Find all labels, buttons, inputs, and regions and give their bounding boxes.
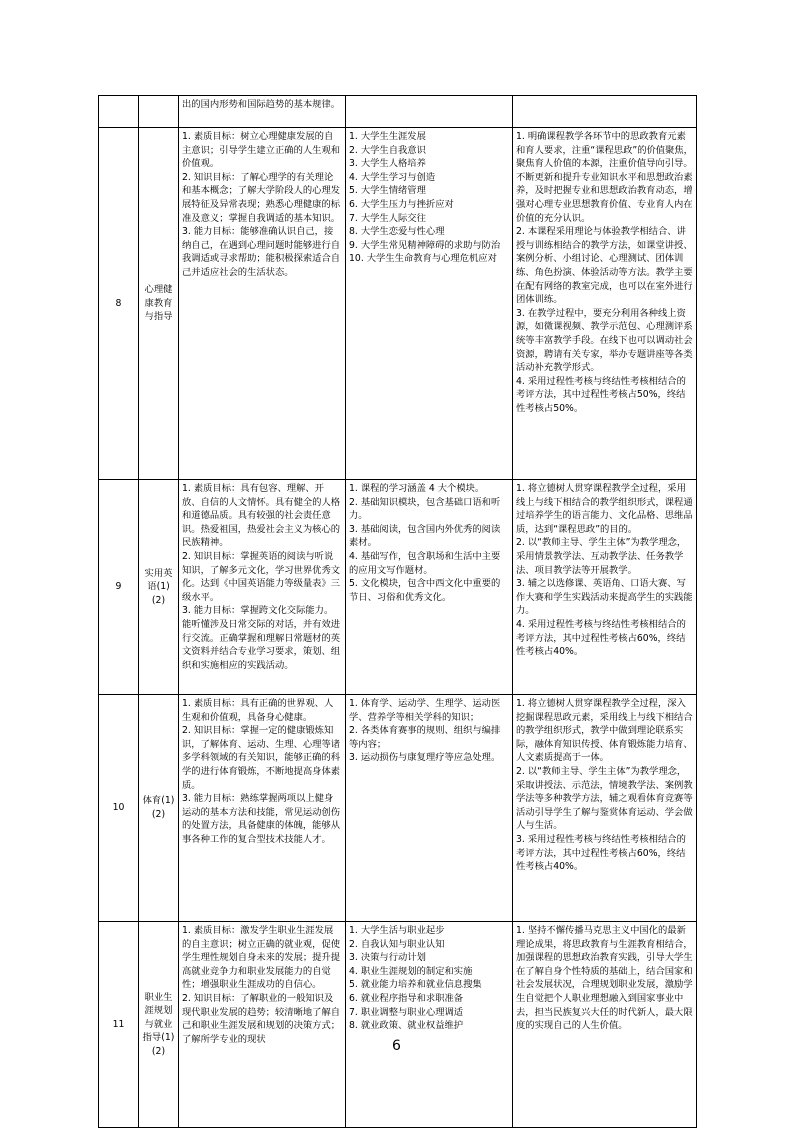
- course-requirements-item: 1. 将立德树人贯穿课程教学全过程，采用线上与线下相结合的教学组织形式，课程通过培养学生的语言能力、文化品格、思维品质，达到“课程思政”的目的。: [516, 483, 693, 535]
- course-content-item: 1. 体育学、运动学、生理学、运动医学、营养学等相关学科的知识；: [349, 698, 501, 723]
- row-number: [99, 96, 139, 128]
- course-requirements-item: 2. 以“教师主导、学生主体”为教学理念，采取讲授法、示范法，情境教学法、案例教学法等多种教学方法，辅之观看体育竞赛等活动引导学生了解与鉴赏体育运动、学会做人与生活。: [516, 765, 693, 832]
- course-requirements-item: 4. 采用过程性考核与终结性考核相结合的考评方法，其中过程性考核占60%，终结性考核占40%。: [516, 618, 686, 658]
- course-requirements-item: 4. 采用过程性考核与终结性考核相结合的考评方法，其中过程性考核占50%，终结性考核占50%。: [516, 375, 686, 414]
- course-content-item: 2. 大学生自我意识: [349, 144, 426, 156]
- course-content-item: 1. 大学生活与职业起步: [349, 925, 445, 936]
- course-requirements-item: 2. 以“教师主导、学生主体”为教学理念，采用情景教学法、互动教学法、任务教学法、项目教学法等开展教学。: [516, 537, 687, 576]
- row-number: 9: [99, 480, 139, 695]
- course-requirements-cell: [513, 96, 697, 128]
- course-goals-cell: [179, 922, 346, 1128]
- course-content-item: 8. 就业政策、就业权益维护: [349, 1020, 464, 1032]
- course-goals-cell: [179, 128, 346, 480]
- course-content-item: 5. 就业能力培养和就业信息搜集: [349, 979, 482, 991]
- course-requirements-cell: [513, 128, 697, 480]
- row-number: 11: [99, 922, 139, 1128]
- course-content-item: 6. 就业程序指导和求职准备: [349, 992, 464, 1004]
- course-content-item: 3. 决策与行动计划: [349, 952, 426, 964]
- course-goals-item: 1. 素质目标：树立心理健康发展的自主意识；引导学生建立正确的人生观和价值观。: [182, 131, 341, 170]
- course-content-item: 2. 各类体育赛事的规则、组织与编排等内容；: [349, 725, 501, 750]
- course-goals-item: 2. 知识目标：了解职业的一般知识及现代职业发展的趋势；较清晰地了解自己和职业生涯发展和规划的决策方式；了解所学专业的现状: [182, 992, 341, 1045]
- course-goals-item: 1. 素质目标：具有正确的世界观、人生观和价值观，具备身心健康。: [182, 698, 334, 723]
- course-content-item: 10. 大学生生命教育与心理危机应对: [349, 253, 497, 265]
- course-name: 实用英语(1)(2): [139, 480, 179, 695]
- course-requirements-cell: [513, 480, 697, 695]
- course-goals-item: 1. 素质目标：激发学生职业生涯发展的自主意识；树立正确的就业观，促使学生理性规划自身未来的发展；提升提高就业竞争力和职业发展能力的自觉性；增强职业生涯成功的自信心。: [182, 925, 341, 991]
- table-body: [99, 96, 697, 1128]
- table-row: [99, 128, 697, 480]
- row-number: 8: [99, 128, 139, 480]
- course-goals-item: 3. 能力目标：能够准确认识自己，接纳自己，在遇到心理问题时能够进行自我调适或寻求帮助；能积极探索适合自己并适应社会的生活状态。: [182, 226, 341, 278]
- course-requirements-item: 3. 采用过程性考核与终结性考核相结合的考评方法，其中过程性考核占60%，终结性考核占40%。: [516, 833, 686, 873]
- course-content-item: 3. 大学生人格培养: [349, 158, 426, 170]
- course-content-item: 4. 职业生涯规划的制定和实施: [349, 965, 473, 977]
- course-content-item: 7. 职业调整与职业心理调适: [349, 1006, 464, 1018]
- course-requirements-item: 1. 坚持不懈传播马克思主义中国化的最新理论成果，将思政教育与生涯教育相结合，加强课程的思想政治教育实践，引导大学生在了解自身个性特质的基础上，结合国家和社会发展状况，合理规划职业发展，激励学生自觉把个人职业理想融入到国家事业中去，担当民族复兴大任的时代新人，最大限度的实现自己的人生价值。: [516, 925, 693, 1032]
- course-content-cell: [346, 96, 513, 128]
- course-goals-item: 2. 知识目标：掌握一定的健康锻炼知识，了解体育、运动、生理、心理等诸多学科领域的有关知识，能够正确的科学的进行体育锻炼，不断地提高身体素质。: [182, 725, 341, 791]
- course-goals-item: 2. 知识目标：掌握英语的阅读与听说知识，了解多元文化，学习世界优秀文化。达到《中国英语能力等级量表》三级水平。: [182, 550, 341, 603]
- course-goals-cell: [179, 96, 346, 128]
- course-goals-item: 3. 能力目标：熟练掌握两项以上健身运动的基本方法和技能，常见运动创伤的处置方法，具备健康的体魄，能够从事各种工作的复合型技术技能人才。: [182, 793, 341, 845]
- course-requirements-item: 3. 辅之以选修课、英语角、口语大赛、写作大赛和学生实践活动来提高学生的实践能力。: [516, 578, 693, 617]
- course-name: 职业生涯规划与就业指导(1)(2): [139, 922, 179, 1128]
- course-content-cell: [346, 480, 513, 695]
- course-requirements-item: 1. 明确课程教学各环节中的思政教育元素和育人要求，注重“课程思政”的价值聚焦，聚焦育人价值的本源，注重价值导向引导。不断更新和提升专业知识水平和思想政治素养，及时把握专业和思想政治教育动态，增强对心理专业思想教育价值、专业育人内在价值的充分认识。: [516, 131, 693, 224]
- course-content-item: 3. 运动损伤与康复理疗等应急处理。: [349, 752, 501, 764]
- course-content-item: 4. 大学生学习与创造: [349, 171, 436, 183]
- course-content-item: 7. 大学生人际交往: [349, 212, 426, 224]
- course-content-item: 1. 课程的学习涵盖 4 大个模块。: [349, 483, 485, 494]
- course-goals-item: 1. 素质目标：具有包容、理解、开放、自信的人文情怀。具有健全的人格和道德品质。具有较强的社会责任意识。热爱祖国，热爱社会主义为核心的民族精神。: [182, 483, 341, 549]
- table-row: [99, 480, 697, 695]
- course-goals-item: 出的国内形势和国际趋势的基本规律。: [182, 99, 341, 110]
- course-goals-cell: [179, 480, 346, 695]
- course-content-item: 2. 自我认知与职业认知: [349, 938, 445, 950]
- course-content-item: 2. 基础知识模块，包含基础口语和听力。: [349, 496, 501, 522]
- course-content-item: 4. 基础写作，包含职场和生活中主要的应用文写作题材。: [349, 550, 501, 576]
- course-requirements-cell: [513, 695, 697, 922]
- course-goals-cell: [179, 695, 346, 922]
- row-number: 10: [99, 695, 139, 922]
- curriculum-table: [98, 95, 697, 1128]
- course-content-item: 6. 大学生压力与挫折应对: [349, 198, 454, 210]
- course-content-item: 5. 文化模块，包含中西文化中重要的节日、习俗和优秀文化。: [349, 578, 501, 603]
- course-content-item: 1. 大学生生涯发展: [349, 131, 426, 142]
- course-requirements-item: 3. 在教学过程中，要充分利用各种线上资源，如微课视频、教学示范包、心理测评系统等丰富教学手段。在线下也可以调动社会资源，聘请有关专家，举办专题讲座等各类活动补充教学形式。: [516, 307, 693, 374]
- course-content-item: 5. 大学生情绪管理: [349, 185, 426, 197]
- course-content-cell: [346, 695, 513, 922]
- course-content-item: 3. 基础阅读，包含国内外优秀的阅读素材。: [349, 523, 501, 549]
- course-content-item: 8. 大学生恋爱与性心理: [349, 226, 445, 238]
- course-requirements-item: 2. 本课程采用理论与体验教学相结合、讲授与训练相结合的教学方法，如课堂讲授、案例分析、小组讨论、心理测试、团体训练、角色扮演、体验活动等方法。教学主要在配有网络的教室完成，也可以在室外进行团体训练。: [516, 226, 693, 306]
- course-content-cell: [346, 128, 513, 480]
- course-requirements-cell: [513, 922, 697, 1128]
- course-content-cell: [346, 922, 513, 1128]
- course-name: 心理健康教育与指导: [139, 128, 179, 480]
- course-content-item: 9. 大学生常见精神障碍的求助与防治: [349, 239, 501, 251]
- course-name: 体育(1)(2): [139, 695, 179, 922]
- table-row: [99, 96, 697, 128]
- table-row: [99, 922, 697, 1128]
- table-row: [99, 695, 697, 922]
- course-goals-item: 2. 知识目标：了解心理学的有关理论和基本概念；了解大学阶段人的心理发展特征及异常表现；熟悉心理健康的标准及意义；掌握自我调适的基本知识。: [182, 171, 341, 224]
- course-name: [139, 96, 179, 128]
- course-requirements-item: 1. 将立德树人贯穿课程教学全过程，深入挖掘课程思政元素，采用线上与线下相结合的教学组织形式，教学中做到理论联系实际，融体育知识传授、体育锻炼能力培育、人文素质提高于一体。: [516, 698, 693, 764]
- page-number: 6: [392, 1038, 401, 1054]
- course-goals-item: 3. 能力目标：掌握跨文化交际能力。能听懂涉及日常交际的对话，并有效进行交流。正确掌握和理解日常题材的英文资料并结合专业学习要求，策划、组织和实施相应的实践活动。: [182, 605, 341, 671]
